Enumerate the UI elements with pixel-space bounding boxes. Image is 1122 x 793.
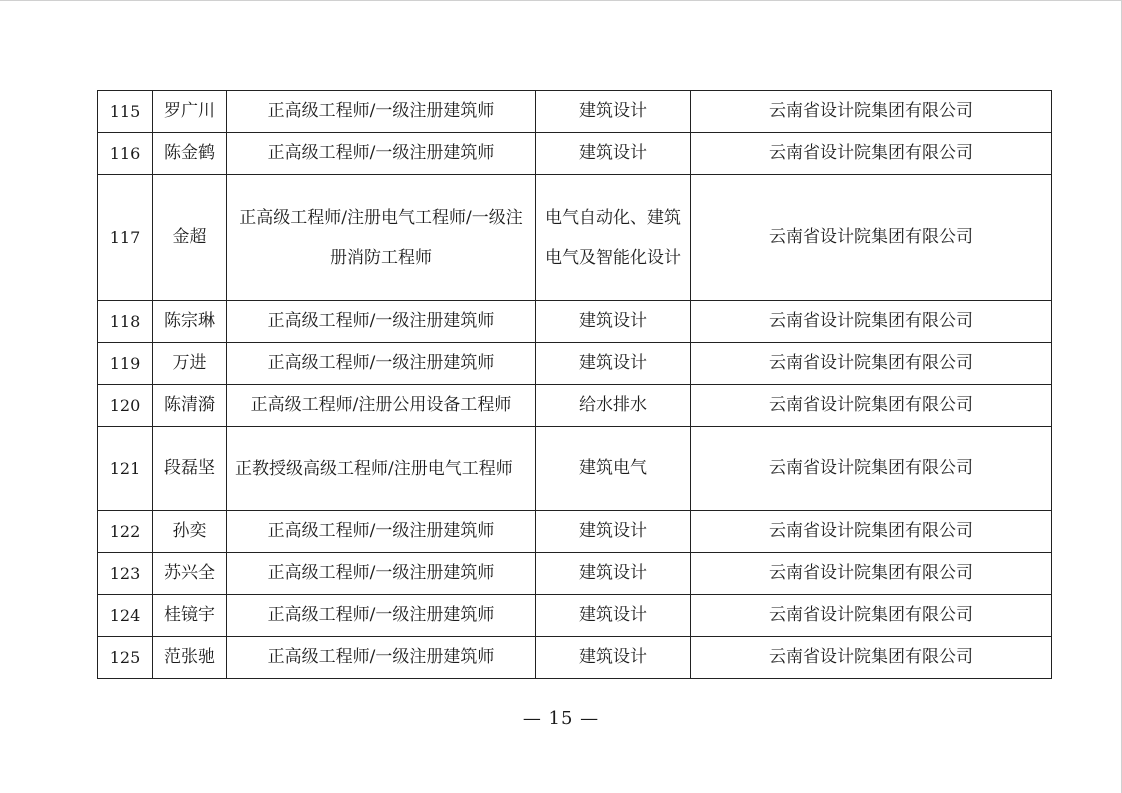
row-number: 122	[98, 511, 153, 553]
table-row	[98, 301, 1052, 343]
table-row	[98, 175, 1052, 301]
person-name: 孙奕	[153, 511, 227, 553]
person-name: 陈清漪	[153, 385, 227, 427]
row-number: 118	[98, 301, 153, 343]
row-number: 119	[98, 343, 153, 385]
table-row	[98, 637, 1052, 679]
table-row	[98, 133, 1052, 175]
row-number: 115	[98, 91, 153, 133]
table-row	[98, 553, 1052, 595]
specialty: 建筑设计	[536, 553, 691, 595]
row-number: 124	[98, 595, 153, 637]
specialty: 建筑设计	[536, 301, 691, 343]
company: 云南省设计院集团有限公司	[691, 91, 1052, 133]
row-number: 120	[98, 385, 153, 427]
specialty: 建筑设计	[536, 133, 691, 175]
table-row	[98, 385, 1052, 427]
professional-title: 正高级工程师/注册电气工程师/一级注册消防工程师	[227, 175, 536, 301]
specialty: 建筑电气	[536, 427, 691, 511]
professional-title: 正高级工程师/一级注册建筑师	[227, 133, 536, 175]
company: 云南省设计院集团有限公司	[691, 427, 1052, 511]
professional-title: 正高级工程师/一级注册建筑师	[227, 553, 536, 595]
table-row	[98, 343, 1052, 385]
professional-title: 正高级工程师/一级注册建筑师	[227, 91, 536, 133]
professional-title: 正高级工程师/一级注册建筑师	[227, 301, 536, 343]
specialty: 建筑设计	[536, 511, 691, 553]
person-name: 万进	[153, 343, 227, 385]
person-name: 桂镜宇	[153, 595, 227, 637]
table-row	[98, 427, 1052, 511]
specialty: 建筑设计	[536, 343, 691, 385]
company: 云南省设计院集团有限公司	[691, 175, 1052, 301]
row-number: 121	[98, 427, 153, 511]
company: 云南省设计院集团有限公司	[691, 511, 1052, 553]
professional-title: 正高级工程师/注册公用设备工程师	[227, 385, 536, 427]
specialty: 建筑设计	[536, 91, 691, 133]
person-name: 金超	[153, 175, 227, 301]
company: 云南省设计院集团有限公司	[691, 385, 1052, 427]
company: 云南省设计院集团有限公司	[691, 637, 1052, 679]
professional-title: 正高级工程师/一级注册建筑师	[227, 637, 536, 679]
person-name: 陈金鹤	[153, 133, 227, 175]
roster-table	[97, 90, 1052, 679]
company: 云南省设计院集团有限公司	[691, 301, 1052, 343]
company: 云南省设计院集团有限公司	[691, 133, 1052, 175]
person-name: 陈宗琳	[153, 301, 227, 343]
table-row	[98, 595, 1052, 637]
table-row	[98, 511, 1052, 553]
specialty: 建筑设计	[536, 637, 691, 679]
company: 云南省设计院集团有限公司	[691, 553, 1052, 595]
professional-title: 正高级工程师/一级注册建筑师	[227, 343, 536, 385]
person-name: 苏兴全	[153, 553, 227, 595]
row-number: 116	[98, 133, 153, 175]
company: 云南省设计院集团有限公司	[691, 343, 1052, 385]
specialty: 电气自动化、建筑电气及智能化设计	[536, 175, 691, 301]
specialty: 给水排水	[536, 385, 691, 427]
company: 云南省设计院集团有限公司	[691, 595, 1052, 637]
professional-title: 正高级工程师/一级注册建筑师	[227, 595, 536, 637]
professional-title: 正高级工程师/一级注册建筑师	[227, 511, 536, 553]
row-number: 117	[98, 175, 153, 301]
specialty: 建筑设计	[536, 595, 691, 637]
person-name: 罗广川	[153, 91, 227, 133]
row-number: 123	[98, 553, 153, 595]
person-name: 范张驰	[153, 637, 227, 679]
page-number: — 15 —	[522, 708, 600, 729]
professional-title: 正教授级高级工程师/注册电气工程师	[227, 427, 536, 511]
row-number: 125	[98, 637, 153, 679]
person-name: 段磊坚	[153, 427, 227, 511]
table-row	[98, 91, 1052, 133]
